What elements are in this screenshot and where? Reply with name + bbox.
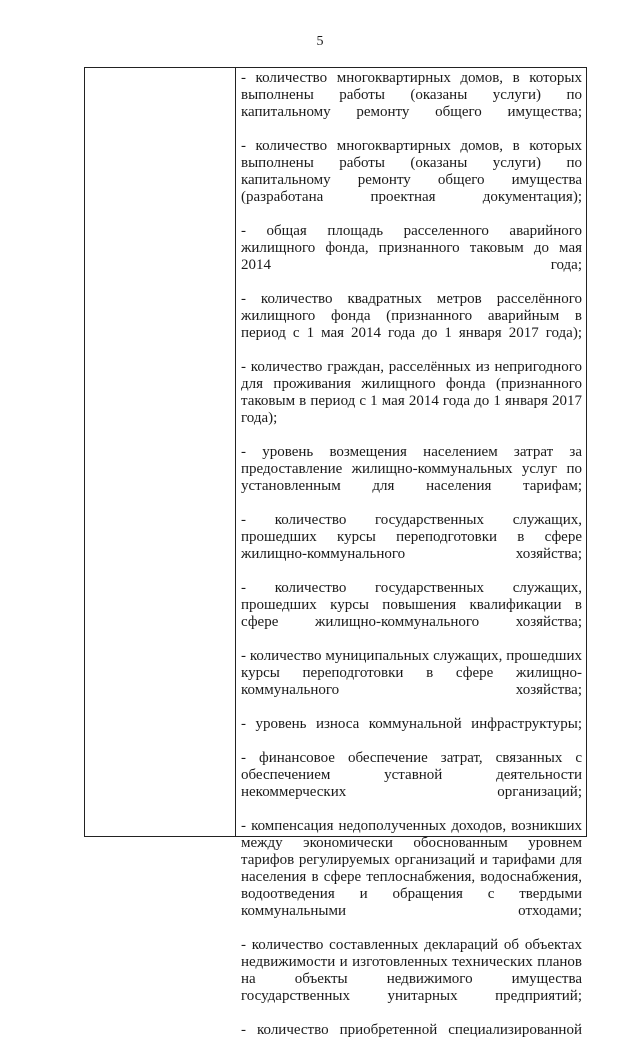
indicator-item: - общая площадь расселенного аварийного жилищного фонда, признанного таковым до мая 2014 года; xyxy=(241,223,582,273)
indicator-item: - уровень износа коммунальной инфраструктуры; xyxy=(241,716,582,732)
indicator-item: - компенсация недополученных доходов, возникших между экономически обоснованным уровнем тарифов регулируемых организаций и тарифами для населения в сфере теплоснабжения, водоснабжения, водоотведения и обращения с твердыми коммунальными отходами; xyxy=(241,818,582,919)
indicator-item: - количество многоквартирных домов, в которых выполнены работы (оказаны услуги) по капитальному ремонту общего имущества; xyxy=(241,70,582,120)
indicator-item: - количество приобретенной специализированной xyxy=(241,1022,582,1038)
indicators-table xyxy=(84,67,587,1038)
indicator-item: - финансовое обеспечение затрат, связанных с обеспечением уставной деятельности некоммерческих организаций; xyxy=(241,750,582,800)
indicator-item: - количество многоквартирных домов, в которых выполнены работы (оказаны услуги) по капитальному ремонту общего имущества (разработана проектная документация); xyxy=(241,138,582,205)
right-column-cell xyxy=(236,68,586,1056)
indicator-item: - уровень возмещения населением затрат за предоставление жилищно-коммунальных услуг по установленным для населения тарифам; xyxy=(241,444,582,494)
indicator-item: - количество квадратных метров расселённого жилищного фонда (признанного аварийным в период с 1 мая 2014 года до 1 января 2017 года); xyxy=(241,291,582,341)
indicator-item: - количество муниципальных служащих, прошедших курсы переподготовки в сфере жилищно-коммунального хозяйства; xyxy=(241,648,582,698)
left-column-cell xyxy=(85,68,236,836)
indicator-item: - количество государственных служащих, прошедших курсы переподготовки в сфере жилищно-коммунального хозяйства; xyxy=(241,512,582,562)
indicator-item: - количество государственных служащих, прошедших курсы повышения квалификации в сфере жилищно-коммунального хозяйства; xyxy=(241,580,582,630)
indicator-item: - количество граждан, расселённых из непригодного для проживания жилищного фонда (признанного таковым в период с 1 мая 2014 года до 1 января 2017 года); xyxy=(241,359,582,426)
page-number: 5 xyxy=(316,34,324,49)
indicator-item: - количество составленных деклараций об объектах недвижимости и изготовленных технических планов на объекты недвижимого имущества государственных унитарных предприятий; xyxy=(241,937,582,1004)
